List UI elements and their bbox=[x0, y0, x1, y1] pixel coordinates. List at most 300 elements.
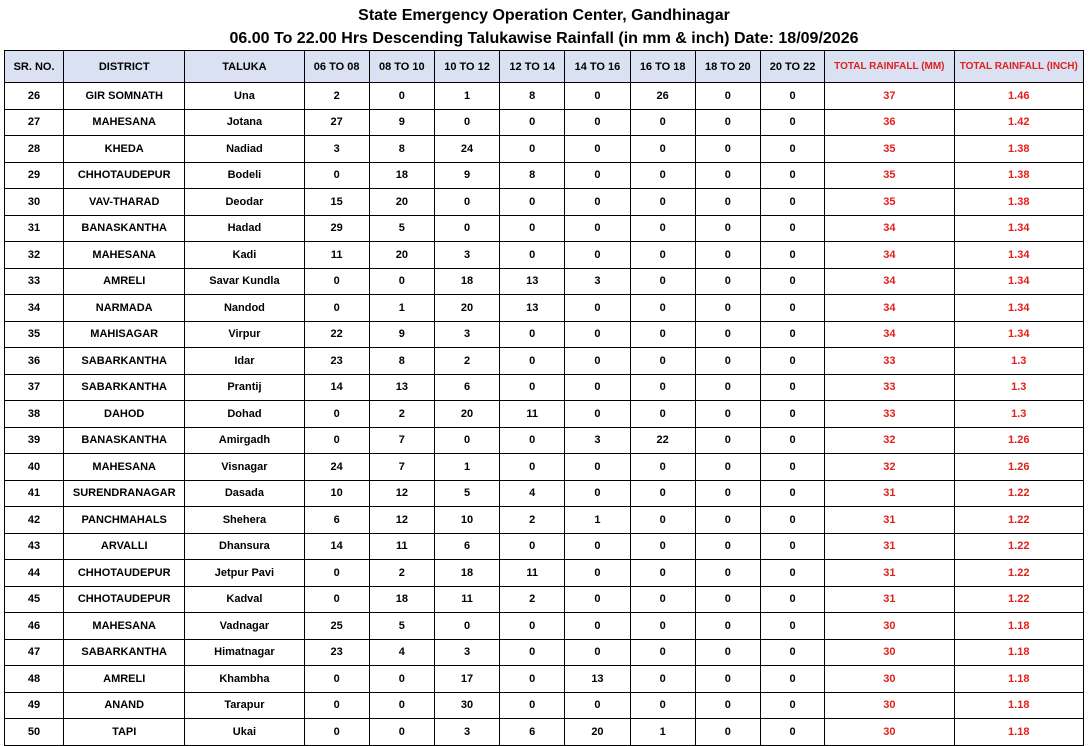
sr-no-cell: 50 bbox=[5, 719, 64, 746]
20-to-22-cell: 0 bbox=[760, 560, 824, 587]
14-to-16-cell: 0 bbox=[565, 242, 630, 269]
10-to-12-cell: 1 bbox=[434, 83, 499, 110]
08-to-10-cell: 11 bbox=[369, 533, 434, 560]
12-to-14-cell: 11 bbox=[500, 401, 565, 428]
total-inch-cell: 1.34 bbox=[954, 268, 1083, 295]
header-district: DISTRICT bbox=[64, 51, 185, 83]
taluka-cell: Amirgadh bbox=[185, 427, 304, 454]
12-to-14-cell: 8 bbox=[500, 83, 565, 110]
header-18-to-20: 18 TO 20 bbox=[695, 51, 760, 83]
16-to-18-cell: 0 bbox=[630, 507, 695, 534]
10-to-12-cell: 6 bbox=[434, 374, 499, 401]
district-cell: MAHESANA bbox=[64, 613, 185, 640]
table-row bbox=[5, 215, 1084, 242]
total-inch-cell: 1.18 bbox=[954, 719, 1083, 746]
14-to-16-cell: 0 bbox=[565, 374, 630, 401]
10-to-12-cell: 20 bbox=[434, 295, 499, 322]
header-12-to-14: 12 TO 14 bbox=[500, 51, 565, 83]
total-mm-cell: 34 bbox=[825, 295, 954, 322]
06-to-08-cell: 0 bbox=[304, 295, 369, 322]
08-to-10-cell: 1 bbox=[369, 295, 434, 322]
10-to-12-cell: 17 bbox=[434, 666, 499, 693]
14-to-16-cell: 1 bbox=[565, 507, 630, 534]
total-mm-cell: 36 bbox=[825, 109, 954, 136]
18-to-20-cell: 0 bbox=[695, 586, 760, 613]
16-to-18-cell: 0 bbox=[630, 162, 695, 189]
14-to-16-cell: 0 bbox=[565, 613, 630, 640]
taluka-cell: Deodar bbox=[185, 189, 304, 216]
total-mm-cell: 31 bbox=[825, 586, 954, 613]
14-to-16-cell: 3 bbox=[565, 268, 630, 295]
20-to-22-cell: 0 bbox=[760, 83, 824, 110]
header-08-to-10: 08 TO 10 bbox=[369, 51, 434, 83]
table-row bbox=[5, 321, 1084, 348]
sr-no-cell: 26 bbox=[5, 83, 64, 110]
taluka-cell: Nadiad bbox=[185, 136, 304, 163]
table-row bbox=[5, 533, 1084, 560]
12-to-14-cell: 0 bbox=[500, 613, 565, 640]
08-to-10-cell: 5 bbox=[369, 215, 434, 242]
06-to-08-cell: 25 bbox=[304, 613, 369, 640]
table-row bbox=[5, 295, 1084, 322]
10-to-12-cell: 0 bbox=[434, 109, 499, 136]
20-to-22-cell: 0 bbox=[760, 189, 824, 216]
total-inch-cell: 1.34 bbox=[954, 215, 1083, 242]
16-to-18-cell: 0 bbox=[630, 666, 695, 693]
06-to-08-cell: 23 bbox=[304, 348, 369, 375]
14-to-16-cell: 0 bbox=[565, 454, 630, 481]
sr-no-cell: 39 bbox=[5, 427, 64, 454]
18-to-20-cell: 0 bbox=[695, 480, 760, 507]
sr-no-cell: 37 bbox=[5, 374, 64, 401]
taluka-cell: Una bbox=[185, 83, 304, 110]
20-to-22-cell: 0 bbox=[760, 586, 824, 613]
taluka-cell: Dasada bbox=[185, 480, 304, 507]
16-to-18-cell: 0 bbox=[630, 454, 695, 481]
district-cell: ANAND bbox=[64, 692, 185, 719]
total-mm-cell: 31 bbox=[825, 533, 954, 560]
12-to-14-cell: 0 bbox=[500, 692, 565, 719]
district-cell: MAHISAGAR bbox=[64, 321, 185, 348]
12-to-14-cell: 13 bbox=[500, 268, 565, 295]
total-inch-cell: 1.46 bbox=[954, 83, 1083, 110]
10-to-12-cell: 11 bbox=[434, 586, 499, 613]
20-to-22-cell: 0 bbox=[760, 639, 824, 666]
sr-no-cell: 47 bbox=[5, 639, 64, 666]
sr-no-cell: 36 bbox=[5, 348, 64, 375]
08-to-10-cell: 18 bbox=[369, 162, 434, 189]
header-10-to-12: 10 TO 12 bbox=[434, 51, 499, 83]
16-to-18-cell: 22 bbox=[630, 427, 695, 454]
10-to-12-cell: 9 bbox=[434, 162, 499, 189]
06-to-08-cell: 0 bbox=[304, 162, 369, 189]
total-inch-cell: 1.22 bbox=[954, 480, 1083, 507]
total-inch-cell: 1.34 bbox=[954, 321, 1083, 348]
header-06-to-08: 06 TO 08 bbox=[304, 51, 369, 83]
total-inch-cell: 1.34 bbox=[954, 295, 1083, 322]
table-row bbox=[5, 427, 1084, 454]
total-inch-cell: 1.18 bbox=[954, 613, 1083, 640]
18-to-20-cell: 0 bbox=[695, 189, 760, 216]
06-to-08-cell: 0 bbox=[304, 719, 369, 746]
header-total-rainfall-inch: TOTAL RAINFALL (INCH) bbox=[954, 51, 1083, 83]
total-mm-cell: 33 bbox=[825, 348, 954, 375]
sr-no-cell: 33 bbox=[5, 268, 64, 295]
district-cell: BANASKANTHA bbox=[64, 215, 185, 242]
header-16-to-18: 16 TO 18 bbox=[630, 51, 695, 83]
10-to-12-cell: 30 bbox=[434, 692, 499, 719]
16-to-18-cell: 0 bbox=[630, 374, 695, 401]
08-to-10-cell: 0 bbox=[369, 83, 434, 110]
18-to-20-cell: 0 bbox=[695, 321, 760, 348]
16-to-18-cell: 0 bbox=[630, 533, 695, 560]
18-to-20-cell: 0 bbox=[695, 348, 760, 375]
08-to-10-cell: 0 bbox=[369, 692, 434, 719]
18-to-20-cell: 0 bbox=[695, 242, 760, 269]
18-to-20-cell: 0 bbox=[695, 427, 760, 454]
06-to-08-cell: 0 bbox=[304, 268, 369, 295]
20-to-22-cell: 0 bbox=[760, 401, 824, 428]
20-to-22-cell: 0 bbox=[760, 136, 824, 163]
06-to-08-cell: 29 bbox=[304, 215, 369, 242]
total-mm-cell: 31 bbox=[825, 507, 954, 534]
total-inch-cell: 1.26 bbox=[954, 427, 1083, 454]
taluka-cell: Visnagar bbox=[185, 454, 304, 481]
taluka-cell: Kadval bbox=[185, 586, 304, 613]
total-inch-cell: 1.26 bbox=[954, 454, 1083, 481]
total-mm-cell: 35 bbox=[825, 189, 954, 216]
12-to-14-cell: 0 bbox=[500, 639, 565, 666]
08-to-10-cell: 12 bbox=[369, 480, 434, 507]
sr-no-cell: 49 bbox=[5, 692, 64, 719]
total-mm-cell: 30 bbox=[825, 639, 954, 666]
header-row bbox=[5, 51, 1084, 83]
10-to-12-cell: 18 bbox=[434, 268, 499, 295]
08-to-10-cell: 8 bbox=[369, 136, 434, 163]
table-row bbox=[5, 83, 1084, 110]
district-cell: CHHOTAUDEPUR bbox=[64, 560, 185, 587]
12-to-14-cell: 0 bbox=[500, 136, 565, 163]
12-to-14-cell: 0 bbox=[500, 454, 565, 481]
08-to-10-cell: 5 bbox=[369, 613, 434, 640]
08-to-10-cell: 9 bbox=[369, 109, 434, 136]
06-to-08-cell: 0 bbox=[304, 560, 369, 587]
sr-no-cell: 42 bbox=[5, 507, 64, 534]
table-row bbox=[5, 586, 1084, 613]
16-to-18-cell: 0 bbox=[630, 189, 695, 216]
10-to-12-cell: 3 bbox=[434, 242, 499, 269]
12-to-14-cell: 0 bbox=[500, 533, 565, 560]
total-inch-cell: 1.18 bbox=[954, 692, 1083, 719]
16-to-18-cell: 0 bbox=[630, 109, 695, 136]
10-to-12-cell: 6 bbox=[434, 533, 499, 560]
district-cell: MAHESANA bbox=[64, 109, 185, 136]
20-to-22-cell: 0 bbox=[760, 454, 824, 481]
12-to-14-cell: 0 bbox=[500, 321, 565, 348]
18-to-20-cell: 0 bbox=[695, 374, 760, 401]
district-cell: TAPI bbox=[64, 719, 185, 746]
20-to-22-cell: 0 bbox=[760, 162, 824, 189]
total-inch-cell: 1.3 bbox=[954, 401, 1083, 428]
18-to-20-cell: 0 bbox=[695, 666, 760, 693]
18-to-20-cell: 0 bbox=[695, 136, 760, 163]
sr-no-cell: 41 bbox=[5, 480, 64, 507]
20-to-22-cell: 0 bbox=[760, 427, 824, 454]
06-to-08-cell: 0 bbox=[304, 586, 369, 613]
18-to-20-cell: 0 bbox=[695, 533, 760, 560]
16-to-18-cell: 1 bbox=[630, 719, 695, 746]
total-inch-cell: 1.18 bbox=[954, 639, 1083, 666]
16-to-18-cell: 0 bbox=[630, 613, 695, 640]
district-cell: CHHOTAUDEPUR bbox=[64, 162, 185, 189]
08-to-10-cell: 12 bbox=[369, 507, 434, 534]
14-to-16-cell: 13 bbox=[565, 666, 630, 693]
total-inch-cell: 1.38 bbox=[954, 162, 1083, 189]
16-to-18-cell: 0 bbox=[630, 348, 695, 375]
18-to-20-cell: 0 bbox=[695, 295, 760, 322]
08-to-10-cell: 20 bbox=[369, 242, 434, 269]
report-title: State Emergency Operation Center, Gandhinagar bbox=[358, 7, 730, 24]
20-to-22-cell: 0 bbox=[760, 321, 824, 348]
14-to-16-cell: 0 bbox=[565, 162, 630, 189]
total-mm-cell: 35 bbox=[825, 136, 954, 163]
08-to-10-cell: 0 bbox=[369, 666, 434, 693]
table-row bbox=[5, 692, 1084, 719]
20-to-22-cell: 0 bbox=[760, 507, 824, 534]
06-to-08-cell: 0 bbox=[304, 692, 369, 719]
18-to-20-cell: 0 bbox=[695, 162, 760, 189]
20-to-22-cell: 0 bbox=[760, 666, 824, 693]
district-cell: ARVALLI bbox=[64, 533, 185, 560]
18-to-20-cell: 0 bbox=[695, 692, 760, 719]
district-cell: KHEDA bbox=[64, 136, 185, 163]
20-to-22-cell: 0 bbox=[760, 268, 824, 295]
sr-no-cell: 35 bbox=[5, 321, 64, 348]
08-to-10-cell: 0 bbox=[369, 719, 434, 746]
table-row bbox=[5, 454, 1084, 481]
total-inch-cell: 1.3 bbox=[954, 374, 1083, 401]
14-to-16-cell: 0 bbox=[565, 692, 630, 719]
total-mm-cell: 32 bbox=[825, 427, 954, 454]
total-mm-cell: 35 bbox=[825, 162, 954, 189]
20-to-22-cell: 0 bbox=[760, 295, 824, 322]
12-to-14-cell: 0 bbox=[500, 348, 565, 375]
taluka-cell: Prantij bbox=[185, 374, 304, 401]
table-row bbox=[5, 480, 1084, 507]
14-to-16-cell: 0 bbox=[565, 480, 630, 507]
10-to-12-cell: 18 bbox=[434, 560, 499, 587]
06-to-08-cell: 0 bbox=[304, 401, 369, 428]
taluka-cell: Jotana bbox=[185, 109, 304, 136]
district-cell: MAHESANA bbox=[64, 242, 185, 269]
total-mm-cell: 34 bbox=[825, 242, 954, 269]
taluka-cell: Tarapur bbox=[185, 692, 304, 719]
12-to-14-cell: 6 bbox=[500, 719, 565, 746]
08-to-10-cell: 13 bbox=[369, 374, 434, 401]
14-to-16-cell: 0 bbox=[565, 321, 630, 348]
10-to-12-cell: 3 bbox=[434, 639, 499, 666]
06-to-08-cell: 24 bbox=[304, 454, 369, 481]
district-cell: AMRELI bbox=[64, 268, 185, 295]
14-to-16-cell: 0 bbox=[565, 401, 630, 428]
taluka-cell: Vadnagar bbox=[185, 613, 304, 640]
14-to-16-cell: 0 bbox=[565, 639, 630, 666]
08-to-10-cell: 9 bbox=[369, 321, 434, 348]
12-to-14-cell: 4 bbox=[500, 480, 565, 507]
taluka-cell: Shehera bbox=[185, 507, 304, 534]
16-to-18-cell: 0 bbox=[630, 639, 695, 666]
06-to-08-cell: 23 bbox=[304, 639, 369, 666]
10-to-12-cell: 0 bbox=[434, 613, 499, 640]
18-to-20-cell: 0 bbox=[695, 454, 760, 481]
12-to-14-cell: 0 bbox=[500, 427, 565, 454]
total-mm-cell: 34 bbox=[825, 268, 954, 295]
table-row bbox=[5, 666, 1084, 693]
header-taluka: TALUKA bbox=[185, 51, 304, 83]
08-to-10-cell: 8 bbox=[369, 348, 434, 375]
total-inch-cell: 1.38 bbox=[954, 136, 1083, 163]
16-to-18-cell: 26 bbox=[630, 83, 695, 110]
14-to-16-cell: 0 bbox=[565, 189, 630, 216]
20-to-22-cell: 0 bbox=[760, 692, 824, 719]
total-mm-cell: 33 bbox=[825, 401, 954, 428]
total-mm-cell: 31 bbox=[825, 560, 954, 587]
sr-no-cell: 27 bbox=[5, 109, 64, 136]
10-to-12-cell: 0 bbox=[434, 215, 499, 242]
header-14-to-16: 14 TO 16 bbox=[565, 51, 630, 83]
20-to-22-cell: 0 bbox=[760, 719, 824, 746]
district-cell: BANASKANTHA bbox=[64, 427, 185, 454]
table-row bbox=[5, 348, 1084, 375]
sr-no-cell: 34 bbox=[5, 295, 64, 322]
16-to-18-cell: 0 bbox=[630, 136, 695, 163]
20-to-22-cell: 0 bbox=[760, 109, 824, 136]
16-to-18-cell: 0 bbox=[630, 401, 695, 428]
sr-no-cell: 32 bbox=[5, 242, 64, 269]
08-to-10-cell: 20 bbox=[369, 189, 434, 216]
district-cell: GIR SOMNATH bbox=[64, 83, 185, 110]
total-mm-cell: 33 bbox=[825, 374, 954, 401]
header-20-to-22: 20 TO 22 bbox=[760, 51, 824, 83]
taluka-cell: Khambha bbox=[185, 666, 304, 693]
district-cell: NARMADA bbox=[64, 295, 185, 322]
table-row bbox=[5, 560, 1084, 587]
10-to-12-cell: 2 bbox=[434, 348, 499, 375]
total-mm-cell: 34 bbox=[825, 215, 954, 242]
08-to-10-cell: 2 bbox=[369, 560, 434, 587]
12-to-14-cell: 0 bbox=[500, 242, 565, 269]
12-to-14-cell: 11 bbox=[500, 560, 565, 587]
06-to-08-cell: 14 bbox=[304, 374, 369, 401]
10-to-12-cell: 3 bbox=[434, 719, 499, 746]
10-to-12-cell: 3 bbox=[434, 321, 499, 348]
20-to-22-cell: 0 bbox=[760, 348, 824, 375]
total-mm-cell: 30 bbox=[825, 692, 954, 719]
table-row bbox=[5, 719, 1084, 746]
district-cell: PANCHMAHALS bbox=[64, 507, 185, 534]
table-row bbox=[5, 162, 1084, 189]
total-mm-cell: 31 bbox=[825, 480, 954, 507]
sr-no-cell: 40 bbox=[5, 454, 64, 481]
08-to-10-cell: 7 bbox=[369, 427, 434, 454]
sr-no-cell: 30 bbox=[5, 189, 64, 216]
sr-no-cell: 38 bbox=[5, 401, 64, 428]
header-total-rainfall-mm: TOTAL RAINFALL (MM) bbox=[825, 51, 954, 83]
taluka-cell: Virpur bbox=[185, 321, 304, 348]
06-to-08-cell: 3 bbox=[304, 136, 369, 163]
total-inch-cell: 1.22 bbox=[954, 507, 1083, 534]
16-to-18-cell: 0 bbox=[630, 268, 695, 295]
table-row bbox=[5, 613, 1084, 640]
14-to-16-cell: 0 bbox=[565, 109, 630, 136]
06-to-08-cell: 0 bbox=[304, 427, 369, 454]
table-row bbox=[5, 109, 1084, 136]
06-to-08-cell: 14 bbox=[304, 533, 369, 560]
10-to-12-cell: 20 bbox=[434, 401, 499, 428]
06-to-08-cell: 10 bbox=[304, 480, 369, 507]
taluka-cell: Kadi bbox=[185, 242, 304, 269]
taluka-cell: Bodeli bbox=[185, 162, 304, 189]
12-to-14-cell: 0 bbox=[500, 666, 565, 693]
sr-no-cell: 43 bbox=[5, 533, 64, 560]
total-inch-cell: 1.22 bbox=[954, 586, 1083, 613]
14-to-16-cell: 0 bbox=[565, 83, 630, 110]
18-to-20-cell: 0 bbox=[695, 560, 760, 587]
12-to-14-cell: 2 bbox=[500, 507, 565, 534]
table-row bbox=[5, 136, 1084, 163]
sr-no-cell: 44 bbox=[5, 560, 64, 587]
12-to-14-cell: 0 bbox=[500, 215, 565, 242]
08-to-10-cell: 2 bbox=[369, 401, 434, 428]
table-row bbox=[5, 242, 1084, 269]
12-to-14-cell: 0 bbox=[500, 189, 565, 216]
12-to-14-cell: 2 bbox=[500, 586, 565, 613]
district-cell: SABARKANTHA bbox=[64, 374, 185, 401]
total-mm-cell: 30 bbox=[825, 719, 954, 746]
06-to-08-cell: 27 bbox=[304, 109, 369, 136]
16-to-18-cell: 0 bbox=[630, 586, 695, 613]
20-to-22-cell: 0 bbox=[760, 242, 824, 269]
06-to-08-cell: 15 bbox=[304, 189, 369, 216]
sr-no-cell: 46 bbox=[5, 613, 64, 640]
14-to-16-cell: 3 bbox=[565, 427, 630, 454]
18-to-20-cell: 0 bbox=[695, 215, 760, 242]
20-to-22-cell: 0 bbox=[760, 215, 824, 242]
header-sr-no: SR. NO. bbox=[5, 51, 64, 83]
total-inch-cell: 1.42 bbox=[954, 109, 1083, 136]
10-to-12-cell: 24 bbox=[434, 136, 499, 163]
taluka-cell: Idar bbox=[185, 348, 304, 375]
08-to-10-cell: 0 bbox=[369, 268, 434, 295]
14-to-16-cell: 0 bbox=[565, 136, 630, 163]
18-to-20-cell: 0 bbox=[695, 613, 760, 640]
14-to-16-cell: 0 bbox=[565, 533, 630, 560]
taluka-cell: Dohad bbox=[185, 401, 304, 428]
06-to-08-cell: 0 bbox=[304, 666, 369, 693]
08-to-10-cell: 18 bbox=[369, 586, 434, 613]
table-row bbox=[5, 507, 1084, 534]
total-inch-cell: 1.18 bbox=[954, 666, 1083, 693]
18-to-20-cell: 0 bbox=[695, 719, 760, 746]
16-to-18-cell: 0 bbox=[630, 692, 695, 719]
16-to-18-cell: 0 bbox=[630, 480, 695, 507]
total-mm-cell: 37 bbox=[825, 83, 954, 110]
total-mm-cell: 32 bbox=[825, 454, 954, 481]
18-to-20-cell: 0 bbox=[695, 83, 760, 110]
total-inch-cell: 1.22 bbox=[954, 533, 1083, 560]
total-inch-cell: 1.38 bbox=[954, 189, 1083, 216]
20-to-22-cell: 0 bbox=[760, 613, 824, 640]
